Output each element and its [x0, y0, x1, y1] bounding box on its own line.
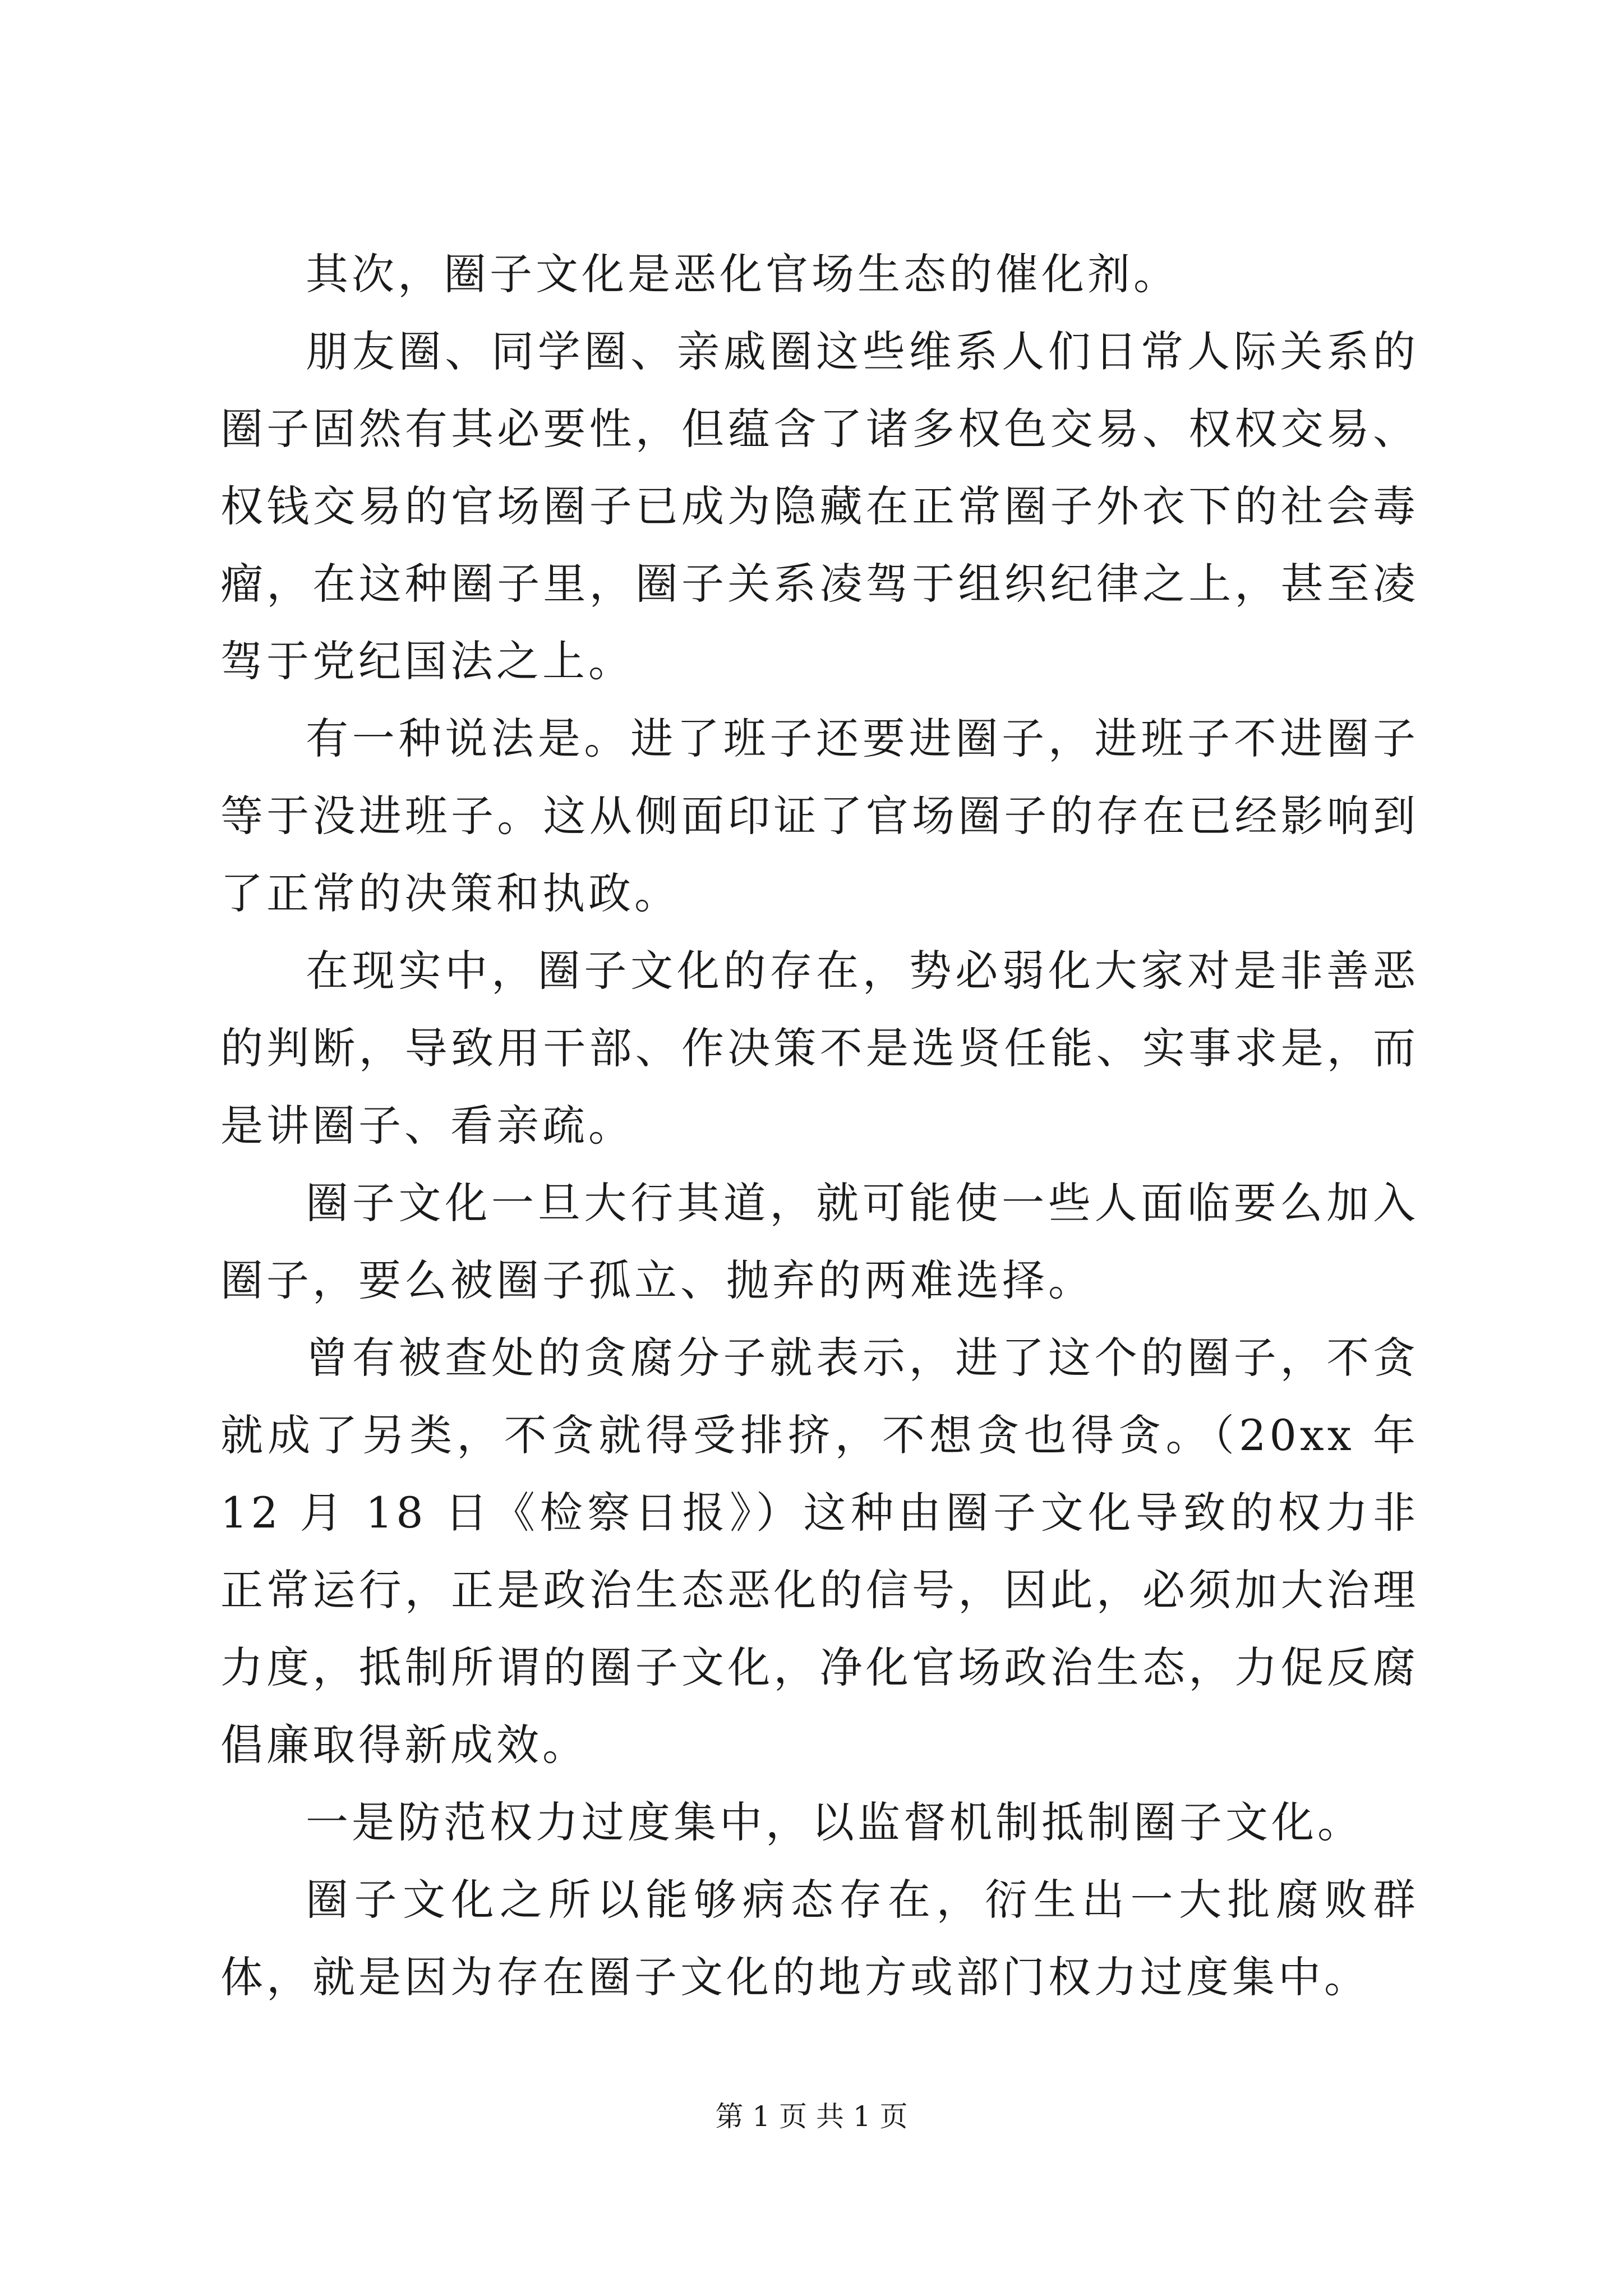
- paragraph-3: 有一种说法是。进了班子还要进圈子，进班子不进圈子等于没进班子。这从侧面印证了官场圈子的存在已经影响到了正常的决策和执政。: [220, 714, 1419, 918]
- paragraph-8: 圈子文化之所以能够病态存在，衍生出一大批腐败群体，就是因为存在圈子文化的地方或部门权力过度集中。: [220, 1875, 1419, 2002]
- paragraph-2: 朋友圈、同学圈、亲戚圈这些维系人们日常人际关系的圈子固然有其必要性，但蕴含了诸多权色交易、权权交易、权钱交易的官场圈子已成为隐藏在正常圈子外衣下的社会毒瘤，在这种圈子里，圈子关系凌驾于组织纪律之上，甚至凌驾于党纪国法之上。: [220, 326, 1419, 686]
- page-footer: [0, 2097, 1623, 2136]
- paragraph-1: 其次，圈子文化是恶化官场生态的催化剂。: [306, 249, 1179, 299]
- paragraph-4: 在现实中，圈子文化的存在，势必弱化大家对是非善恶的判断，导致用干部、作决策不是选贤任能、实事求是，而是讲圈子、看亲疏。: [220, 946, 1419, 1151]
- paragraph-6: 曾有被查处的贪腐分子就表示，进了这个的圈子，不贪就成了另类，不贪就得受排挤，不想贪也得贪。（20xx 年 12 月 18 日《检察日报》）这种由圈子文化导致的权力非正常运行，正是政治生态恶化的信号，因此，必须加大治理力度，抵制所谓的圈子文化，净化官场政治生态，力促反腐倡廉取得新成效。: [220, 1333, 1419, 1770]
- page-number-label: 第 1 页 共 1 页: [715, 2100, 908, 2133]
- paragraph-5: 圈子文化一旦大行其道，就可能使一些人面临要么加入圈子，要么被圈子孤立、抛弃的两难选择。: [220, 1178, 1419, 1305]
- paragraph-7: 一是防范权力过度集中，以监督机制抵制圈子文化。: [306, 1797, 1363, 1847]
- document-body: [220, 236, 1419, 2016]
